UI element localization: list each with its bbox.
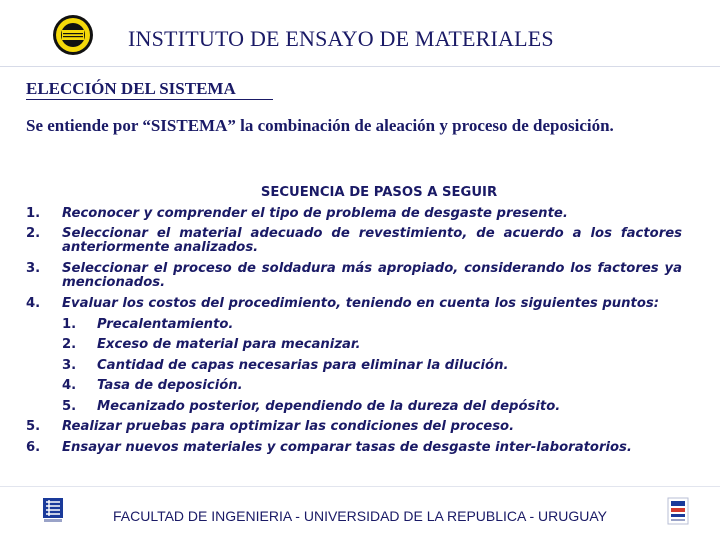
step-number: 4. xyxy=(26,296,41,311)
sub-step-number: 4. xyxy=(62,378,77,393)
step-text: Ensayar nuevos materiales y comparar tasas de desgaste inter-laboratorios. xyxy=(62,439,632,455)
sub-step-text: Mecanizado posterior, dependiendo de la dureza del depósito. xyxy=(97,398,561,414)
step-item xyxy=(26,417,682,438)
step-text: Realizar pruebas para optimizar las condiciones del proceso. xyxy=(62,419,515,434)
sub-step-number: 3. xyxy=(62,357,77,373)
institute-logo-icon xyxy=(52,14,94,56)
page-title: INSTITUTO DE ENSAYO DE MATERIALES xyxy=(128,26,554,51)
sub-step-text: Tasa de deposición. xyxy=(97,378,243,393)
sub-step-number: 1. xyxy=(62,316,77,332)
step-number: 1. xyxy=(26,205,41,221)
sub-step-number: 5. xyxy=(62,398,77,414)
sub-step-item xyxy=(26,397,682,418)
university-logo-icon xyxy=(667,497,689,525)
step-item xyxy=(26,259,682,294)
sub-step-item xyxy=(26,376,682,397)
step-number: 3. xyxy=(26,261,41,276)
step-item xyxy=(26,224,682,259)
section-heading: ELECCIÓN DEL SISTEMA xyxy=(26,79,236,98)
section-heading-underline xyxy=(26,99,273,100)
step-number: 6. xyxy=(26,439,41,455)
sub-step-text: Cantidad de capas necesarias para eliminar la dilución. xyxy=(97,357,509,373)
step-item xyxy=(26,204,682,225)
sub-step-text: Exceso de material para mecanizar. xyxy=(97,337,361,352)
step-number: 5. xyxy=(26,419,41,434)
step-item xyxy=(26,294,682,315)
intro-paragraph: Se entiende por “SISTEMA” la combinación de aleación y proceso de deposición. xyxy=(26,116,614,135)
step-item xyxy=(26,438,682,459)
step-text: Seleccionar el proceso de soldadura más apropiado, considerando los factores ya mencionados. xyxy=(62,261,682,290)
sub-step-item xyxy=(26,335,682,356)
footer-text: FACULTAD DE INGENIERIA - UNIVERSIDAD DE LA REPUBLICA - URUGUAY xyxy=(113,508,607,524)
sub-step-number: 2. xyxy=(62,337,77,352)
steps-list xyxy=(26,183,682,458)
footer-divider xyxy=(0,486,720,487)
sub-step-text: Precalentamiento. xyxy=(97,316,234,332)
sub-step-item xyxy=(26,356,682,377)
step-text: Reconocer y comprender el tipo de problema de desgaste presente. xyxy=(62,205,568,221)
steps-title: SECUENCIA DE PASOS A SEGUIR xyxy=(260,185,498,200)
faculty-logo-icon xyxy=(40,496,66,524)
step-text: Seleccionar el material adecuado de revestimiento, de acuerdo a los factores anteriormente analizados. xyxy=(62,226,682,255)
sub-step-item xyxy=(26,315,682,336)
header-divider xyxy=(0,66,720,67)
step-text: Evaluar los costos del procedimiento, teniendo en cuenta los siguientes puntos: xyxy=(62,296,660,311)
step-number: 2. xyxy=(26,226,41,241)
